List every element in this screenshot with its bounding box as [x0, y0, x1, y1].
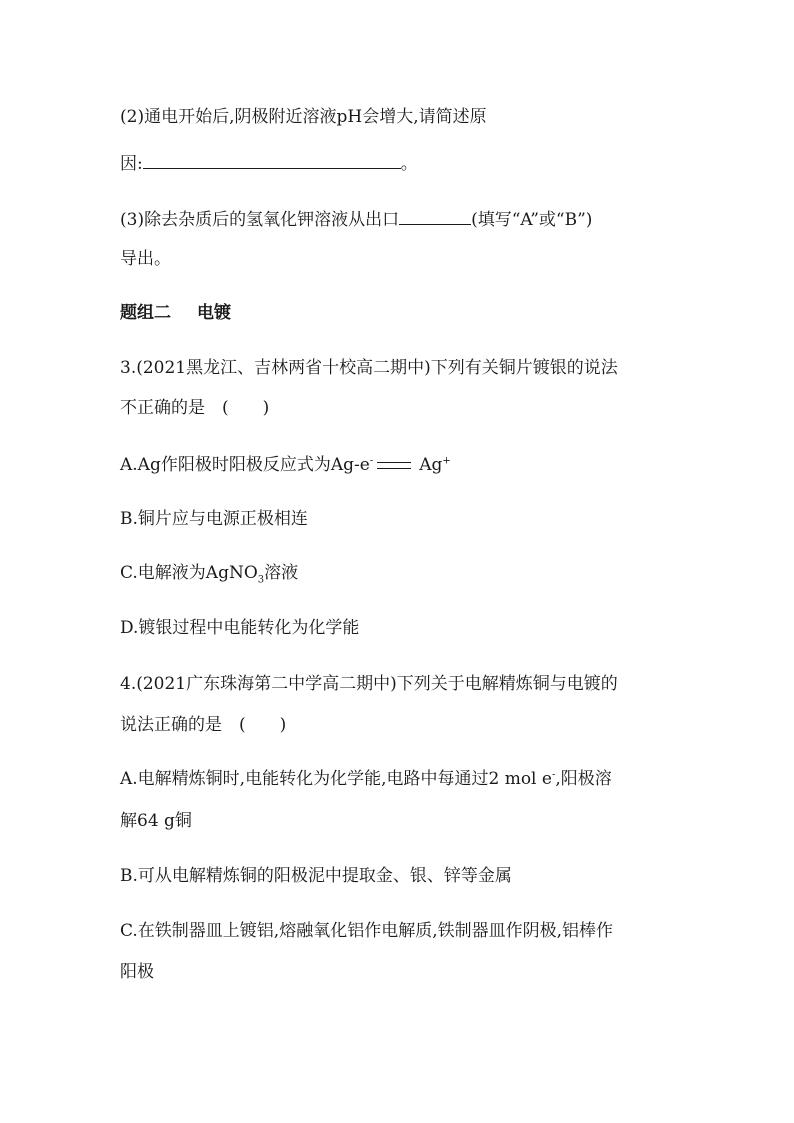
problem-3-stem-cont — [120, 397, 269, 419]
q3-line1-suffix: (填写“A”或“B”) — [471, 210, 593, 230]
question-2-answer — [120, 150, 418, 175]
p4-opt-b: B.可从电解精炼铜的阳极泥中提取金、银、锌等金属 — [120, 866, 512, 886]
problem-4-option-b[interactable] — [120, 865, 512, 887]
answer-blank-q2[interactable] — [143, 150, 401, 169]
section-label: 题组二 — [120, 303, 171, 323]
problem-4-option-c[interactable] — [120, 920, 613, 942]
p3-line2: 不正确的是 ( ) — [120, 398, 270, 418]
p4-opt-a-line2: 解64 g铜 — [120, 811, 192, 831]
p4-opt-c-line2: 阳极 — [120, 962, 154, 982]
q3-line2: 导出。 — [120, 249, 171, 269]
section-title: 电镀 — [197, 303, 231, 323]
problem-3-stem — [120, 357, 618, 379]
problem-3-option-d[interactable] — [120, 617, 359, 639]
electron-charge: - — [551, 769, 556, 781]
problem-4-option-c-cont — [120, 961, 154, 983]
problem-4-stem-cont — [120, 714, 286, 736]
electron-charge: - — [369, 455, 374, 467]
p3-opt-c-prefix: C.电解液为AgNO — [120, 563, 258, 583]
problem-3-option-b[interactable] — [120, 508, 308, 530]
p3-opt-a-product: Ag — [419, 455, 443, 475]
q2-line2-suffix: 。 — [400, 154, 418, 174]
question-2-text — [120, 106, 487, 128]
p4-opt-c-line1: C.在铁制器皿上镀铝,熔融氧化铝作电解质,铁制器皿作阴极,铝棒作 — [120, 921, 614, 941]
question-3-part-text-cont — [120, 248, 171, 270]
p4-opt-a-prefix: A.电解精炼铜时,电能转化为化学能,电路中每通过2 mol e — [120, 769, 552, 789]
p3-opt-a-prefix: A.Ag作阳极时阳极反应式为Ag-e — [120, 455, 370, 475]
q3-line1-prefix: (3)除去杂质后的氢氧化钾溶液从出口 — [120, 210, 400, 230]
problem-4-stem — [120, 673, 618, 695]
problem-4-option-a-cont — [120, 810, 192, 832]
p4-opt-a-suffix: ,阳极溶 — [555, 769, 612, 789]
question-3-part-text — [120, 206, 592, 231]
section-heading — [120, 302, 231, 324]
problem-3-option-c[interactable] — [120, 562, 298, 584]
reaction-equals-sign — [377, 462, 411, 469]
p3-opt-b: B.铜片应与电源正极相连 — [120, 509, 308, 529]
q2-line1: (2)通电开始后,阴极附近溶液pH会增大,请简述原 — [120, 107, 487, 127]
ion-charge: + — [442, 455, 451, 467]
p4-line2: 说法正确的是 ( ) — [120, 715, 287, 735]
problem-3-option-a[interactable] — [120, 454, 451, 476]
p3-line1: 3.(2021黑龙江、吉林两省十校高二期中)下列有关铜片镀银的说法 — [120, 358, 618, 378]
problem-4-option-a[interactable] — [120, 768, 612, 790]
q2-line2-prefix: 因: — [120, 154, 143, 174]
answer-blank-q3[interactable] — [399, 206, 471, 225]
p3-opt-d: D.镀银过程中电能转化为化学能 — [120, 618, 360, 638]
subscript-3: 3 — [257, 574, 265, 586]
p3-opt-c-suffix: 溶液 — [264, 563, 299, 583]
p4-line1: 4.(2021广东珠海第二中学高二期中)下列关于电解精炼铜与电镀的 — [120, 674, 618, 694]
